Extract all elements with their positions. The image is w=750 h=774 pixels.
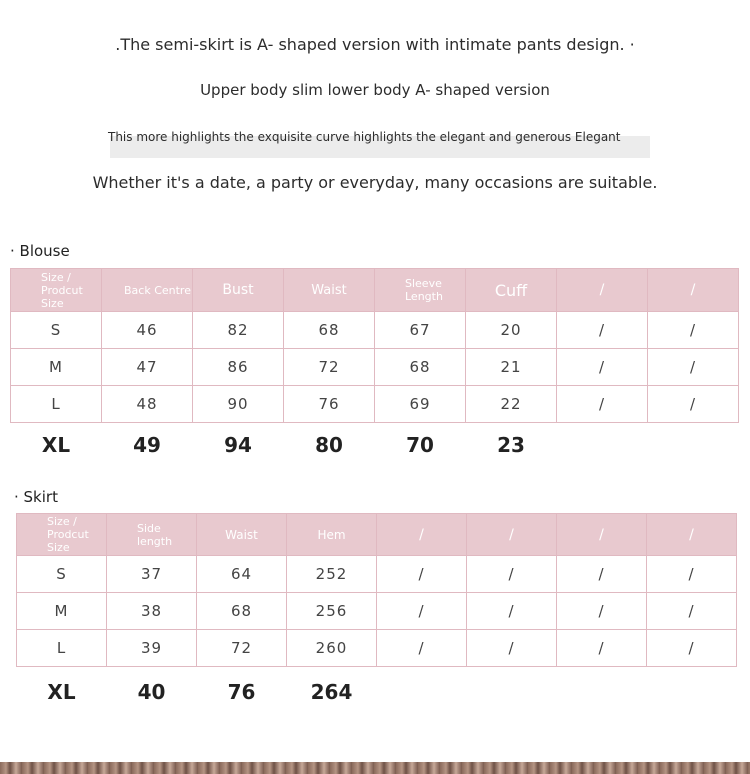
skirt-header-size: Size / Prodcut Size	[17, 514, 107, 556]
skirt-row-s	[17, 556, 737, 593]
blouse-cell: 68	[375, 349, 466, 386]
skirt-cell: M	[17, 593, 107, 630]
blouse-cell: 48	[102, 386, 193, 423]
blouse-cell: M	[11, 349, 102, 386]
blouse-cell: 49	[133, 432, 161, 457]
blouse-cell: S	[11, 312, 102, 349]
blouse-cell: /	[648, 312, 739, 349]
blouse-cell: 67	[375, 312, 466, 349]
blouse-header-sleeve-length: Sleeve Length	[375, 269, 466, 312]
skirt-cell: 256	[287, 593, 377, 630]
blouse-cell	[557, 423, 648, 467]
blouse-cell: 47	[102, 349, 193, 386]
blouse-header-cuff: Cuff	[466, 269, 557, 312]
blouse-cell: /	[557, 386, 648, 423]
intro-line-3: This more highlights the exquisite curve highlights the elegant and generous Elegant	[108, 130, 621, 144]
blouse-cell: 76	[284, 386, 375, 423]
blouse-cell: 72	[284, 349, 375, 386]
skirt-section-title: · Skirt	[14, 488, 58, 506]
blouse-cell: 21	[466, 349, 557, 386]
intro-line-1: .The semi-skirt is A- shaped version with intimate pants design. ·	[115, 35, 635, 54]
blouse-cell: 80	[315, 432, 343, 457]
blouse-section-title: · Blouse	[10, 242, 70, 260]
blouse-cell	[648, 423, 739, 467]
blouse-row-l	[11, 386, 739, 423]
skirt-cell: 252	[287, 556, 377, 593]
blouse-header-back-centre: Back Centre	[102, 269, 193, 312]
skirt-cell: L	[17, 630, 107, 667]
blouse-cell: 22	[466, 386, 557, 423]
blouse-cell: /	[648, 349, 739, 386]
skirt-cell: /	[557, 556, 647, 593]
blouse-cell: L	[11, 386, 102, 423]
skirt-cell: /	[377, 630, 467, 667]
skirt-header-side-length: Side length	[107, 514, 197, 556]
skirt-cell: /	[647, 593, 737, 630]
skirt-cell	[377, 667, 467, 717]
skirt-cell: /	[557, 630, 647, 667]
skirt-cell: 40	[137, 679, 166, 704]
blouse-cell: 90	[193, 386, 284, 423]
skirt-cell: 64	[197, 556, 287, 593]
blouse-cell: /	[648, 386, 739, 423]
blouse-cell: 94	[224, 432, 252, 457]
skirt-header-row	[17, 514, 737, 556]
blouse-cell: 23	[497, 432, 525, 457]
skirt-cell: /	[647, 556, 737, 593]
skirt-header-extra: /	[557, 514, 647, 556]
intro-line-2: Upper body slim lower body A- shaped version	[200, 81, 550, 99]
blouse-size-table	[10, 268, 739, 467]
skirt-cell: 264	[310, 679, 353, 704]
skirt-cell: /	[377, 556, 467, 593]
skirt-header-extra: /	[377, 514, 467, 556]
blouse-header-extra: /	[648, 269, 739, 312]
skirt-header-waist: Waist	[197, 514, 287, 556]
skirt-cell: /	[647, 630, 737, 667]
blouse-cell: 68	[284, 312, 375, 349]
skirt-header-hem: Hem	[287, 514, 377, 556]
skirt-row-l	[17, 630, 737, 667]
skirt-cell: S	[17, 556, 107, 593]
blouse-header-size: Size / Prodcut Size	[11, 269, 102, 312]
blouse-header-extra: /	[557, 269, 648, 312]
skirt-cell: 260	[287, 630, 377, 667]
skirt-cell: 38	[107, 593, 197, 630]
product-photo-strip	[0, 762, 750, 774]
blouse-header-row	[11, 269, 739, 312]
skirt-cell: 68	[197, 593, 287, 630]
blouse-cell: 86	[193, 349, 284, 386]
skirt-cell: /	[467, 556, 557, 593]
blouse-cell: /	[557, 349, 648, 386]
blouse-row-xl	[11, 423, 739, 467]
skirt-header-extra: /	[467, 514, 557, 556]
skirt-cell: 72	[197, 630, 287, 667]
blouse-row-s	[11, 312, 739, 349]
skirt-cell	[467, 667, 557, 717]
skirt-cell: 37	[107, 556, 197, 593]
skirt-cell	[557, 667, 647, 717]
skirt-row-m	[17, 593, 737, 630]
skirt-cell: /	[377, 593, 467, 630]
blouse-cell: 70	[406, 432, 434, 457]
skirt-cell: 76	[227, 679, 256, 704]
skirt-cell: 39	[107, 630, 197, 667]
skirt-cell: XL	[47, 679, 76, 704]
blouse-cell: 46	[102, 312, 193, 349]
blouse-header-bust: Bust	[193, 269, 284, 312]
skirt-row-xl	[17, 667, 737, 717]
blouse-cell: /	[557, 312, 648, 349]
blouse-cell: 20	[466, 312, 557, 349]
skirt-cell	[647, 667, 737, 717]
skirt-cell: /	[467, 630, 557, 667]
blouse-cell: XL	[41, 432, 71, 457]
skirt-size-table	[16, 513, 737, 717]
skirt-cell: /	[467, 593, 557, 630]
skirt-header-extra: /	[647, 514, 737, 556]
blouse-header-waist: Waist	[284, 269, 375, 312]
blouse-cell: 69	[375, 386, 466, 423]
skirt-cell: /	[557, 593, 647, 630]
blouse-row-m	[11, 349, 739, 386]
blouse-cell: 82	[193, 312, 284, 349]
intro-line-4: Whether it's a date, a party or everyday, many occasions are suitable.	[92, 173, 658, 192]
